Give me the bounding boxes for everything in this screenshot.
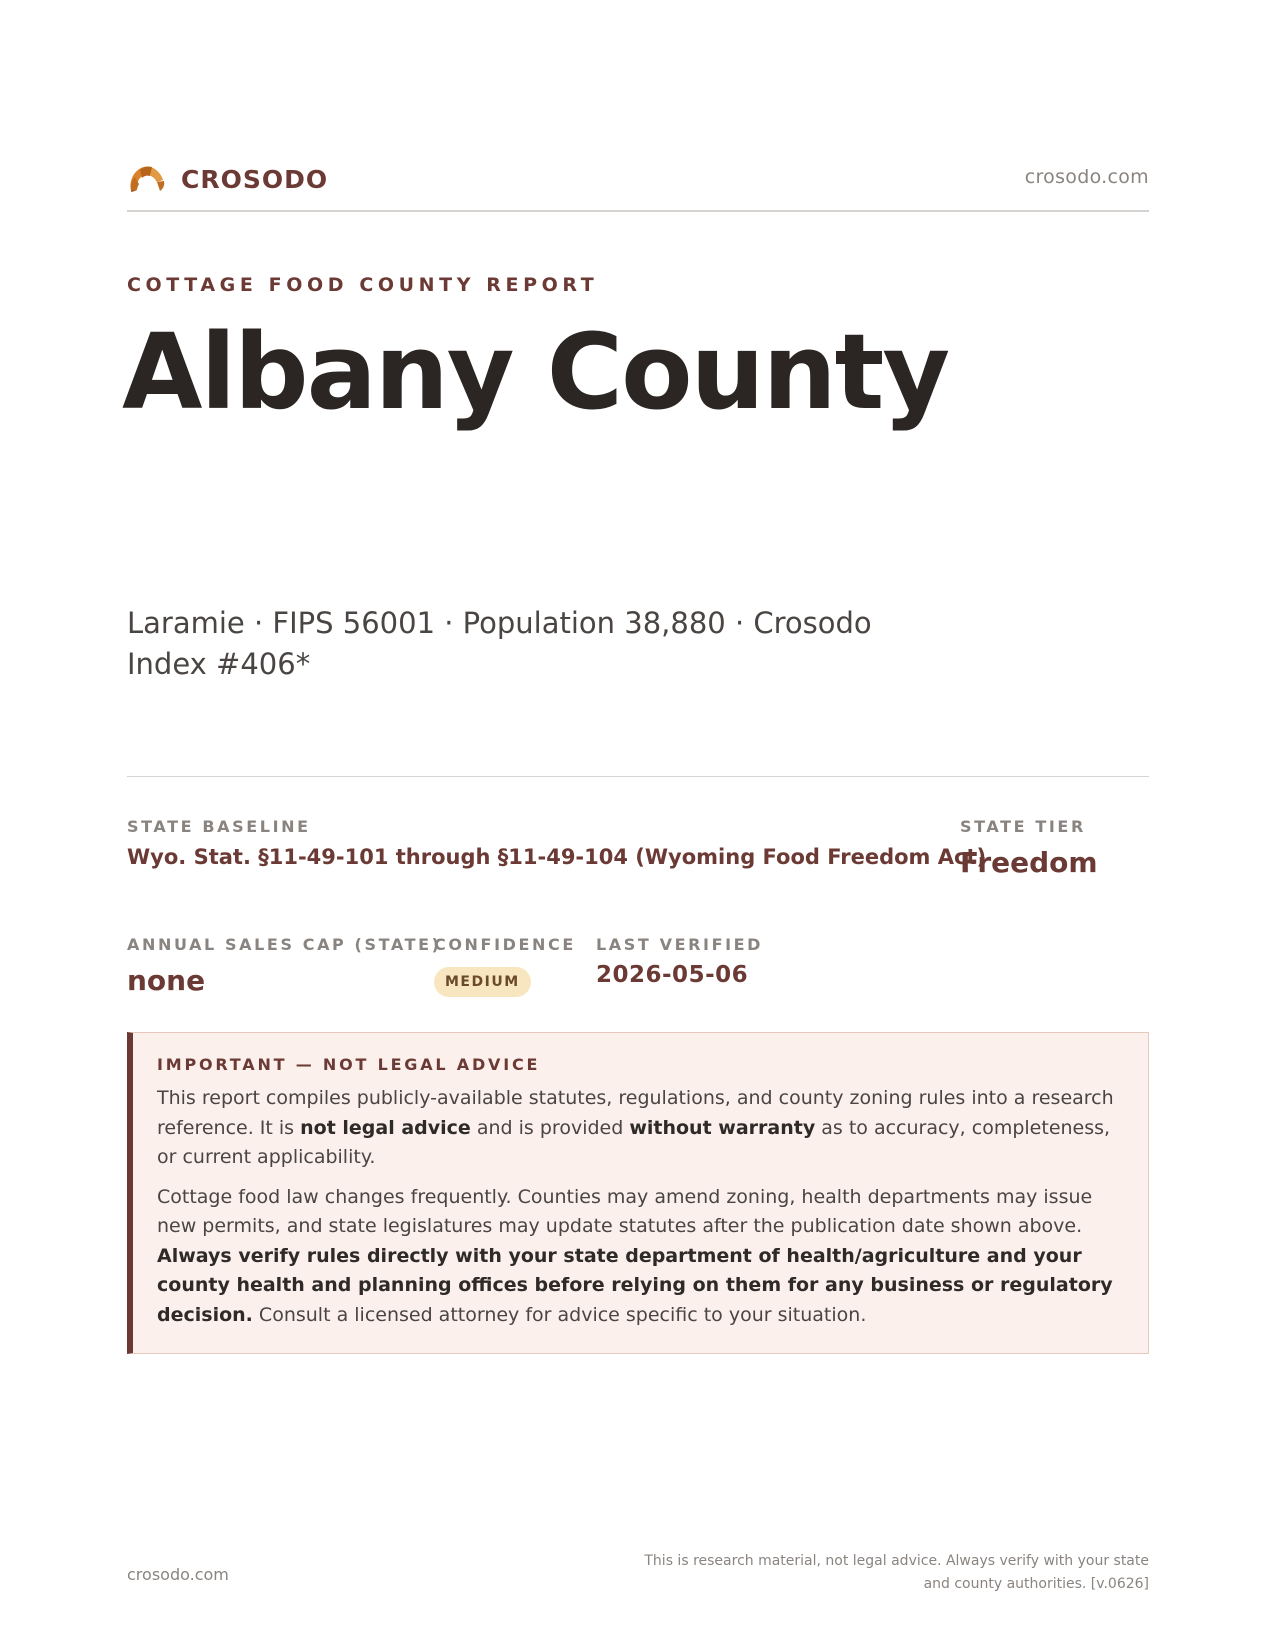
notice-emphasis: Always verify rules directly with your state department of health/agriculture and your county health and planning offices before relying on them for any business or regulatory decision. (157, 1244, 1113, 1326)
brand[interactable] (127, 160, 328, 198)
last-verified-label: LAST VERIFIED (596, 935, 764, 954)
report-kicker: COTTAGE FOOD COUNTY REPORT (127, 274, 599, 296)
notice-text: Cottage food law changes frequently. Counties may amend zoning, health departments may issue new permits, and state legislatures may update statutes after the publication date shown above. (157, 1185, 1093, 1237)
footer-site: crosodo.com (127, 1565, 229, 1584)
notice-emphasis: without warranty (629, 1116, 816, 1139)
confidence-label: CONFIDENCE (434, 935, 576, 954)
site-link[interactable]: crosodo.com (1024, 166, 1149, 188)
page-header (127, 160, 1149, 212)
report-page (122, 0, 1149, 1650)
state-tier-value: Freedom (960, 846, 1098, 879)
state-baseline-label: STATE BASELINE (127, 817, 311, 836)
notice-text: as to accuracy, completeness, or current applicability. (157, 1116, 1111, 1168)
notice-emphasis: not legal advice (300, 1116, 471, 1139)
sales-cap-label: ANNUAL SALES CAP (STATE) (127, 935, 442, 954)
notice-title: IMPORTANT — NOT LEGAL ADVICE (157, 1055, 541, 1074)
notice-text: and is provided (470, 1116, 630, 1139)
sales-cap-value: none (127, 964, 206, 997)
croissant-icon (127, 160, 167, 198)
section-divider (127, 776, 1149, 777)
brand-name: CROSODO (181, 164, 329, 194)
notice-text: Consult a licensed attorney for advice specific to your situation. (252, 1303, 867, 1326)
notice-text: This report compiles publicly-available statutes, regulations, and county zoning rules into a research reference. It is (157, 1087, 1114, 1139)
state-baseline-value: Wyo. Stat. §11-49-101 through §11-49-104 (Wyoming Food Freedom Act) (127, 845, 987, 869)
confidence-badge: MEDIUM (434, 967, 531, 997)
notice-paragraph-1 (157, 1084, 1122, 1173)
footer-disclaimer: This is research material, not legal advice. Always verify with your state and county authorities. [v.0626] (644, 1553, 1149, 1592)
county-summary: Laramie · FIPS 56001 · Population 38,880 · Crosodo Index #406* (127, 606, 872, 681)
state-tier-label: STATE TIER (960, 817, 1086, 836)
legal-notice (127, 1032, 1149, 1354)
page-title: Albany County (122, 311, 949, 433)
last-verified-value: 2026-05-06 (596, 962, 749, 988)
notice-paragraph-2 (157, 1183, 1122, 1331)
